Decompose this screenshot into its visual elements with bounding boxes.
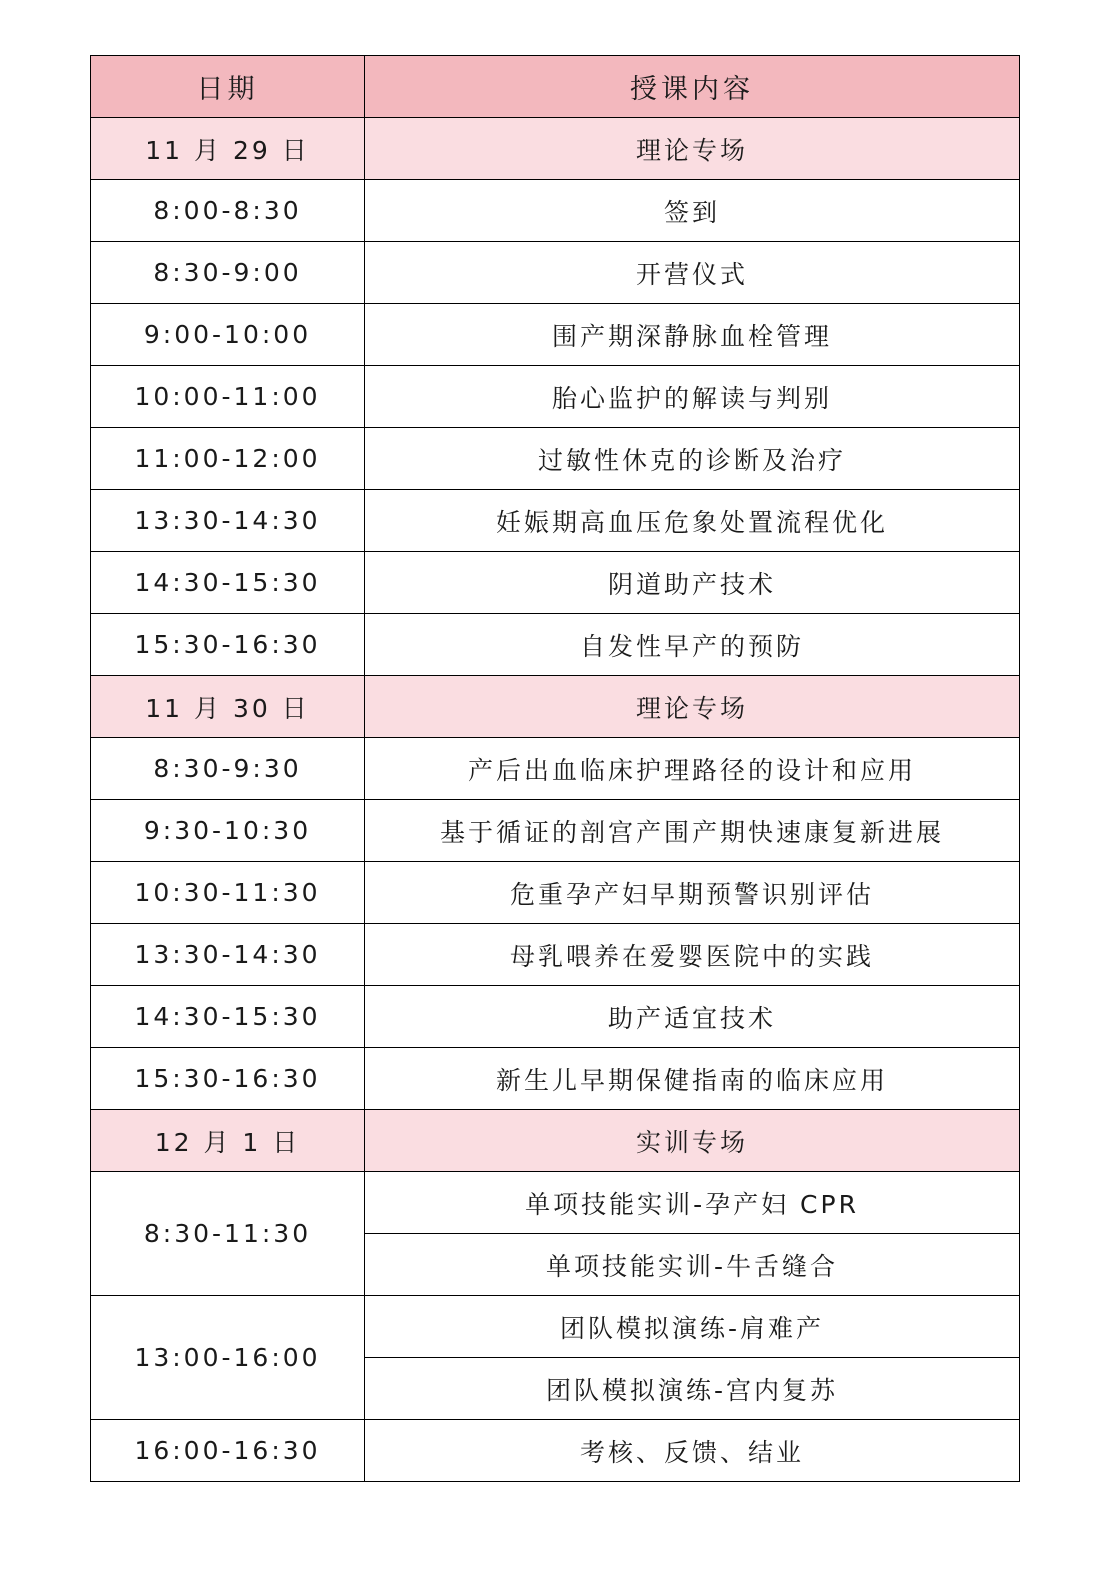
table-row xyxy=(91,800,1020,862)
header-content: 授课内容 xyxy=(365,56,1020,118)
session-content: 团队模拟演练-肩难产 xyxy=(365,1296,1020,1358)
session-content: 单项技能实训-孕产妇 CPR xyxy=(365,1172,1020,1234)
session-time: 8:30-9:00 xyxy=(91,242,365,304)
session-content: 阴道助产技术 xyxy=(365,552,1020,614)
table-row xyxy=(91,490,1020,552)
session-content: 新生儿早期保健指南的临床应用 xyxy=(365,1048,1020,1110)
day-row-1 xyxy=(91,118,1020,180)
day-title: 理论专场 xyxy=(365,676,1020,738)
session-time: 15:30-16:30 xyxy=(91,614,365,676)
table-row xyxy=(91,738,1020,800)
session-content: 开营仪式 xyxy=(365,242,1020,304)
table-row xyxy=(91,862,1020,924)
session-content: 母乳喂养在爱婴医院中的实践 xyxy=(365,924,1020,986)
session-content: 过敏性休克的诊断及治疗 xyxy=(365,428,1020,490)
header-date: 日期 xyxy=(91,56,365,118)
day-date: 12 月 1 日 xyxy=(91,1110,365,1172)
day-title: 理论专场 xyxy=(365,118,1020,180)
session-time: 16:00-16:30 xyxy=(91,1420,365,1482)
session-content: 产后出血临床护理路径的设计和应用 xyxy=(365,738,1020,800)
session-content: 自发性早产的预防 xyxy=(365,614,1020,676)
session-time: 14:30-15:30 xyxy=(91,986,365,1048)
session-time: 15:30-16:30 xyxy=(91,1048,365,1110)
session-content: 单项技能实训-牛舌缝合 xyxy=(365,1234,1020,1296)
session-time: 8:30-11:30 xyxy=(91,1172,365,1296)
day-title: 实训专场 xyxy=(365,1110,1020,1172)
table-header-row xyxy=(91,56,1020,118)
session-content: 考核、反馈、结业 xyxy=(365,1420,1020,1482)
session-time: 10:00-11:00 xyxy=(91,366,365,428)
session-time: 10:30-11:30 xyxy=(91,862,365,924)
table-row xyxy=(91,366,1020,428)
day-date: 11 月 29 日 xyxy=(91,118,365,180)
table-row xyxy=(91,986,1020,1048)
day-date: 11 月 30 日 xyxy=(91,676,365,738)
table-row xyxy=(91,428,1020,490)
session-time: 14:30-15:30 xyxy=(91,552,365,614)
session-content: 胎心监护的解读与判别 xyxy=(365,366,1020,428)
schedule-table xyxy=(90,55,1020,1482)
session-time: 9:30-10:30 xyxy=(91,800,365,862)
table-row xyxy=(91,1296,1020,1358)
session-time: 8:30-9:30 xyxy=(91,738,365,800)
session-content: 团队模拟演练-宫内复苏 xyxy=(365,1358,1020,1420)
table-row xyxy=(91,1172,1020,1234)
session-time: 13:00-16:00 xyxy=(91,1296,365,1420)
session-content: 助产适宜技术 xyxy=(365,986,1020,1048)
session-time: 8:00-8:30 xyxy=(91,180,365,242)
table-row xyxy=(91,242,1020,304)
table-row xyxy=(91,552,1020,614)
session-content: 危重孕产妇早期预警识别评估 xyxy=(365,862,1020,924)
session-time: 13:30-14:30 xyxy=(91,490,365,552)
table-row xyxy=(91,180,1020,242)
table-row xyxy=(91,1420,1020,1482)
session-time: 9:00-10:00 xyxy=(91,304,365,366)
table-row xyxy=(91,1048,1020,1110)
table-row xyxy=(91,614,1020,676)
session-content: 妊娠期高血压危象处置流程优化 xyxy=(365,490,1020,552)
table-row xyxy=(91,924,1020,986)
session-content: 基于循证的剖宫产围产期快速康复新进展 xyxy=(365,800,1020,862)
session-content: 围产期深静脉血栓管理 xyxy=(365,304,1020,366)
session-time: 13:30-14:30 xyxy=(91,924,365,986)
session-time: 11:00-12:00 xyxy=(91,428,365,490)
day-row-3 xyxy=(91,1110,1020,1172)
table-row xyxy=(91,304,1020,366)
day-row-2 xyxy=(91,676,1020,738)
session-content: 签到 xyxy=(365,180,1020,242)
